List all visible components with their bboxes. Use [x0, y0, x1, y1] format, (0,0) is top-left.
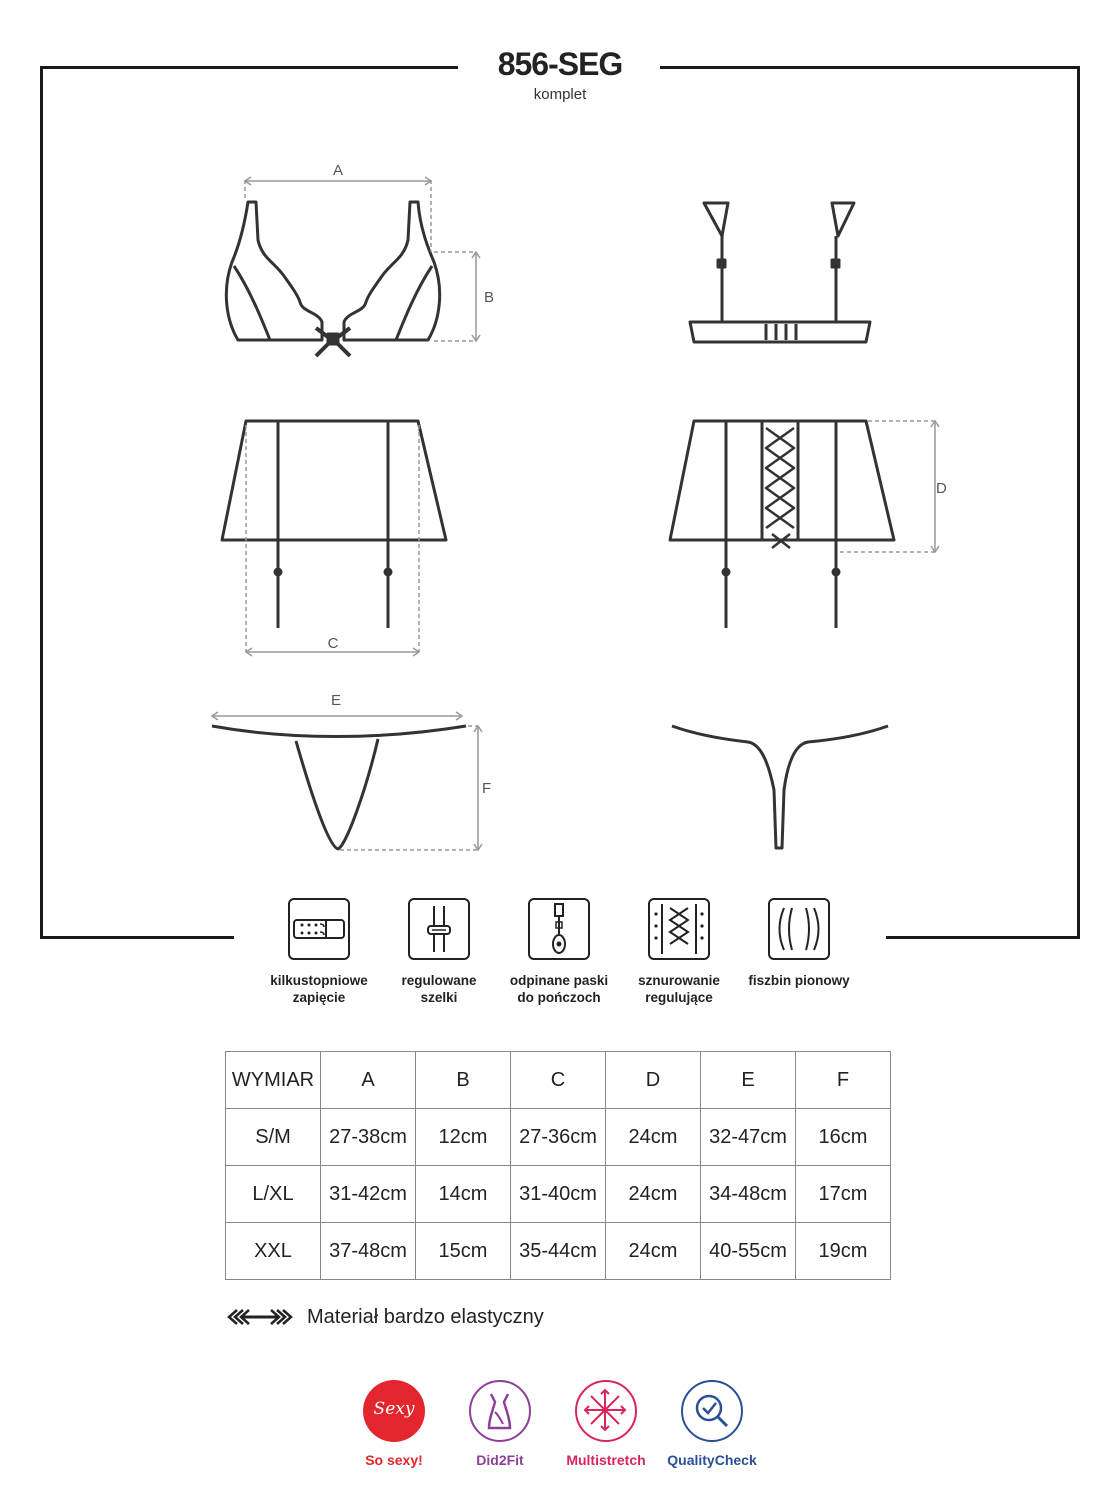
feature-label: regulowane szelki — [401, 973, 477, 1005]
dim-label-a: A — [332, 162, 344, 179]
table-header-cell: E — [701, 1052, 796, 1109]
table-cell: 37-48cm — [321, 1223, 416, 1280]
dim-label-d: D — [936, 480, 947, 497]
dimension-f-guides — [340, 726, 478, 850]
table-cell: 32-47cm — [701, 1109, 796, 1166]
lacing-icon — [648, 898, 710, 960]
table-cell: L/XL — [226, 1166, 321, 1223]
feature-lacing — [614, 898, 744, 1006]
elastic-note — [225, 1303, 544, 1331]
garter-belt-front-drawing — [222, 421, 446, 628]
table-cell: 17cm — [796, 1166, 891, 1223]
badge-multistretch — [551, 1380, 661, 1468]
table-header-row — [226, 1052, 891, 1109]
dim-label-e: E — [330, 692, 342, 709]
table-cell: 31-42cm — [321, 1166, 416, 1223]
dimension-a — [245, 180, 431, 252]
badge-did2fit — [445, 1380, 555, 1468]
quality-check-icon — [681, 1380, 743, 1442]
feature-adjustable-straps — [374, 898, 504, 1006]
product-code: 856-SEG — [497, 46, 623, 82]
table-cell: XXL — [226, 1223, 321, 1280]
table-cell: 34-48cm — [701, 1166, 796, 1223]
dim-label-c: C — [327, 635, 339, 652]
table-cell: 16cm — [796, 1109, 891, 1166]
table-header-cell: B — [416, 1052, 511, 1109]
table-cell: 12cm — [416, 1109, 511, 1166]
table-cell: 15cm — [416, 1223, 511, 1280]
table-cell: 27-36cm — [511, 1109, 606, 1166]
table-header-cell: D — [606, 1052, 701, 1109]
badge-so-sexy — [339, 1380, 449, 1468]
table-cell: 24cm — [606, 1166, 701, 1223]
hook-closure-icon — [288, 898, 350, 960]
table-row — [226, 1109, 891, 1166]
dimension-d-guides — [840, 421, 935, 552]
badge-quality-check — [657, 1380, 767, 1468]
sexy-icon — [363, 1380, 425, 1442]
feature-boning — [734, 898, 864, 989]
table-cell: 31-40cm — [511, 1166, 606, 1223]
table-row — [226, 1166, 891, 1223]
feature-label: odpinane paski do pończoch — [509, 973, 609, 1005]
table-cell: 35-44cm — [511, 1223, 606, 1280]
detachable-garter-icon — [528, 898, 590, 960]
table-row — [226, 1223, 891, 1280]
table-cell: 27-38cm — [321, 1109, 416, 1166]
table-header-cell: C — [511, 1052, 606, 1109]
product-type: komplet — [533, 86, 587, 103]
feature-label: sznurowanie regulujące — [638, 973, 720, 1005]
elastic-note-text: Materiał bardzo elastyczny — [307, 1305, 544, 1328]
table-cell: 19cm — [796, 1223, 891, 1280]
badge-label: QualityCheck — [667, 1452, 757, 1468]
table-cell: 24cm — [606, 1109, 701, 1166]
frame-bottom-right — [886, 936, 1080, 939]
table-header-cell: F — [796, 1052, 891, 1109]
frame-bottom-left — [40, 936, 234, 939]
dress-fit-icon — [469, 1380, 531, 1442]
thong-front-drawing — [212, 726, 466, 849]
dim-label-f: F — [482, 780, 492, 797]
table-header-cell: A — [321, 1052, 416, 1109]
feature-hook-closure — [254, 898, 384, 1006]
table-cell: S/M — [226, 1109, 321, 1166]
multistretch-icon — [575, 1380, 637, 1442]
adjustable-strap-icon — [408, 898, 470, 960]
boning-icon — [768, 898, 830, 960]
table-cell: 40-55cm — [701, 1223, 796, 1280]
badge-label: Multistretch — [566, 1452, 646, 1468]
table-header-cell: WYMIAR — [226, 1052, 321, 1109]
bra-front-drawing — [226, 202, 439, 356]
thong-back-drawing — [672, 726, 888, 848]
garter-belt-back-drawing — [670, 421, 894, 628]
sexy-icon-text: Sexy — [373, 1399, 415, 1419]
table-cell: 14cm — [416, 1166, 511, 1223]
bra-back-drawing — [690, 203, 870, 342]
feature-label: fiszbin pionowy — [748, 973, 850, 988]
badge-label: Did2Fit — [476, 1452, 524, 1468]
table-cell: 24cm — [606, 1223, 701, 1280]
feature-detachable-garters — [494, 898, 624, 1006]
size-table — [225, 1051, 891, 1280]
feature-label: kilkustopniowe zapięcie — [270, 973, 368, 1005]
dim-label-b: B — [484, 289, 495, 306]
stretch-arrows-icon — [225, 1307, 295, 1327]
badge-label: So sexy! — [365, 1452, 423, 1468]
